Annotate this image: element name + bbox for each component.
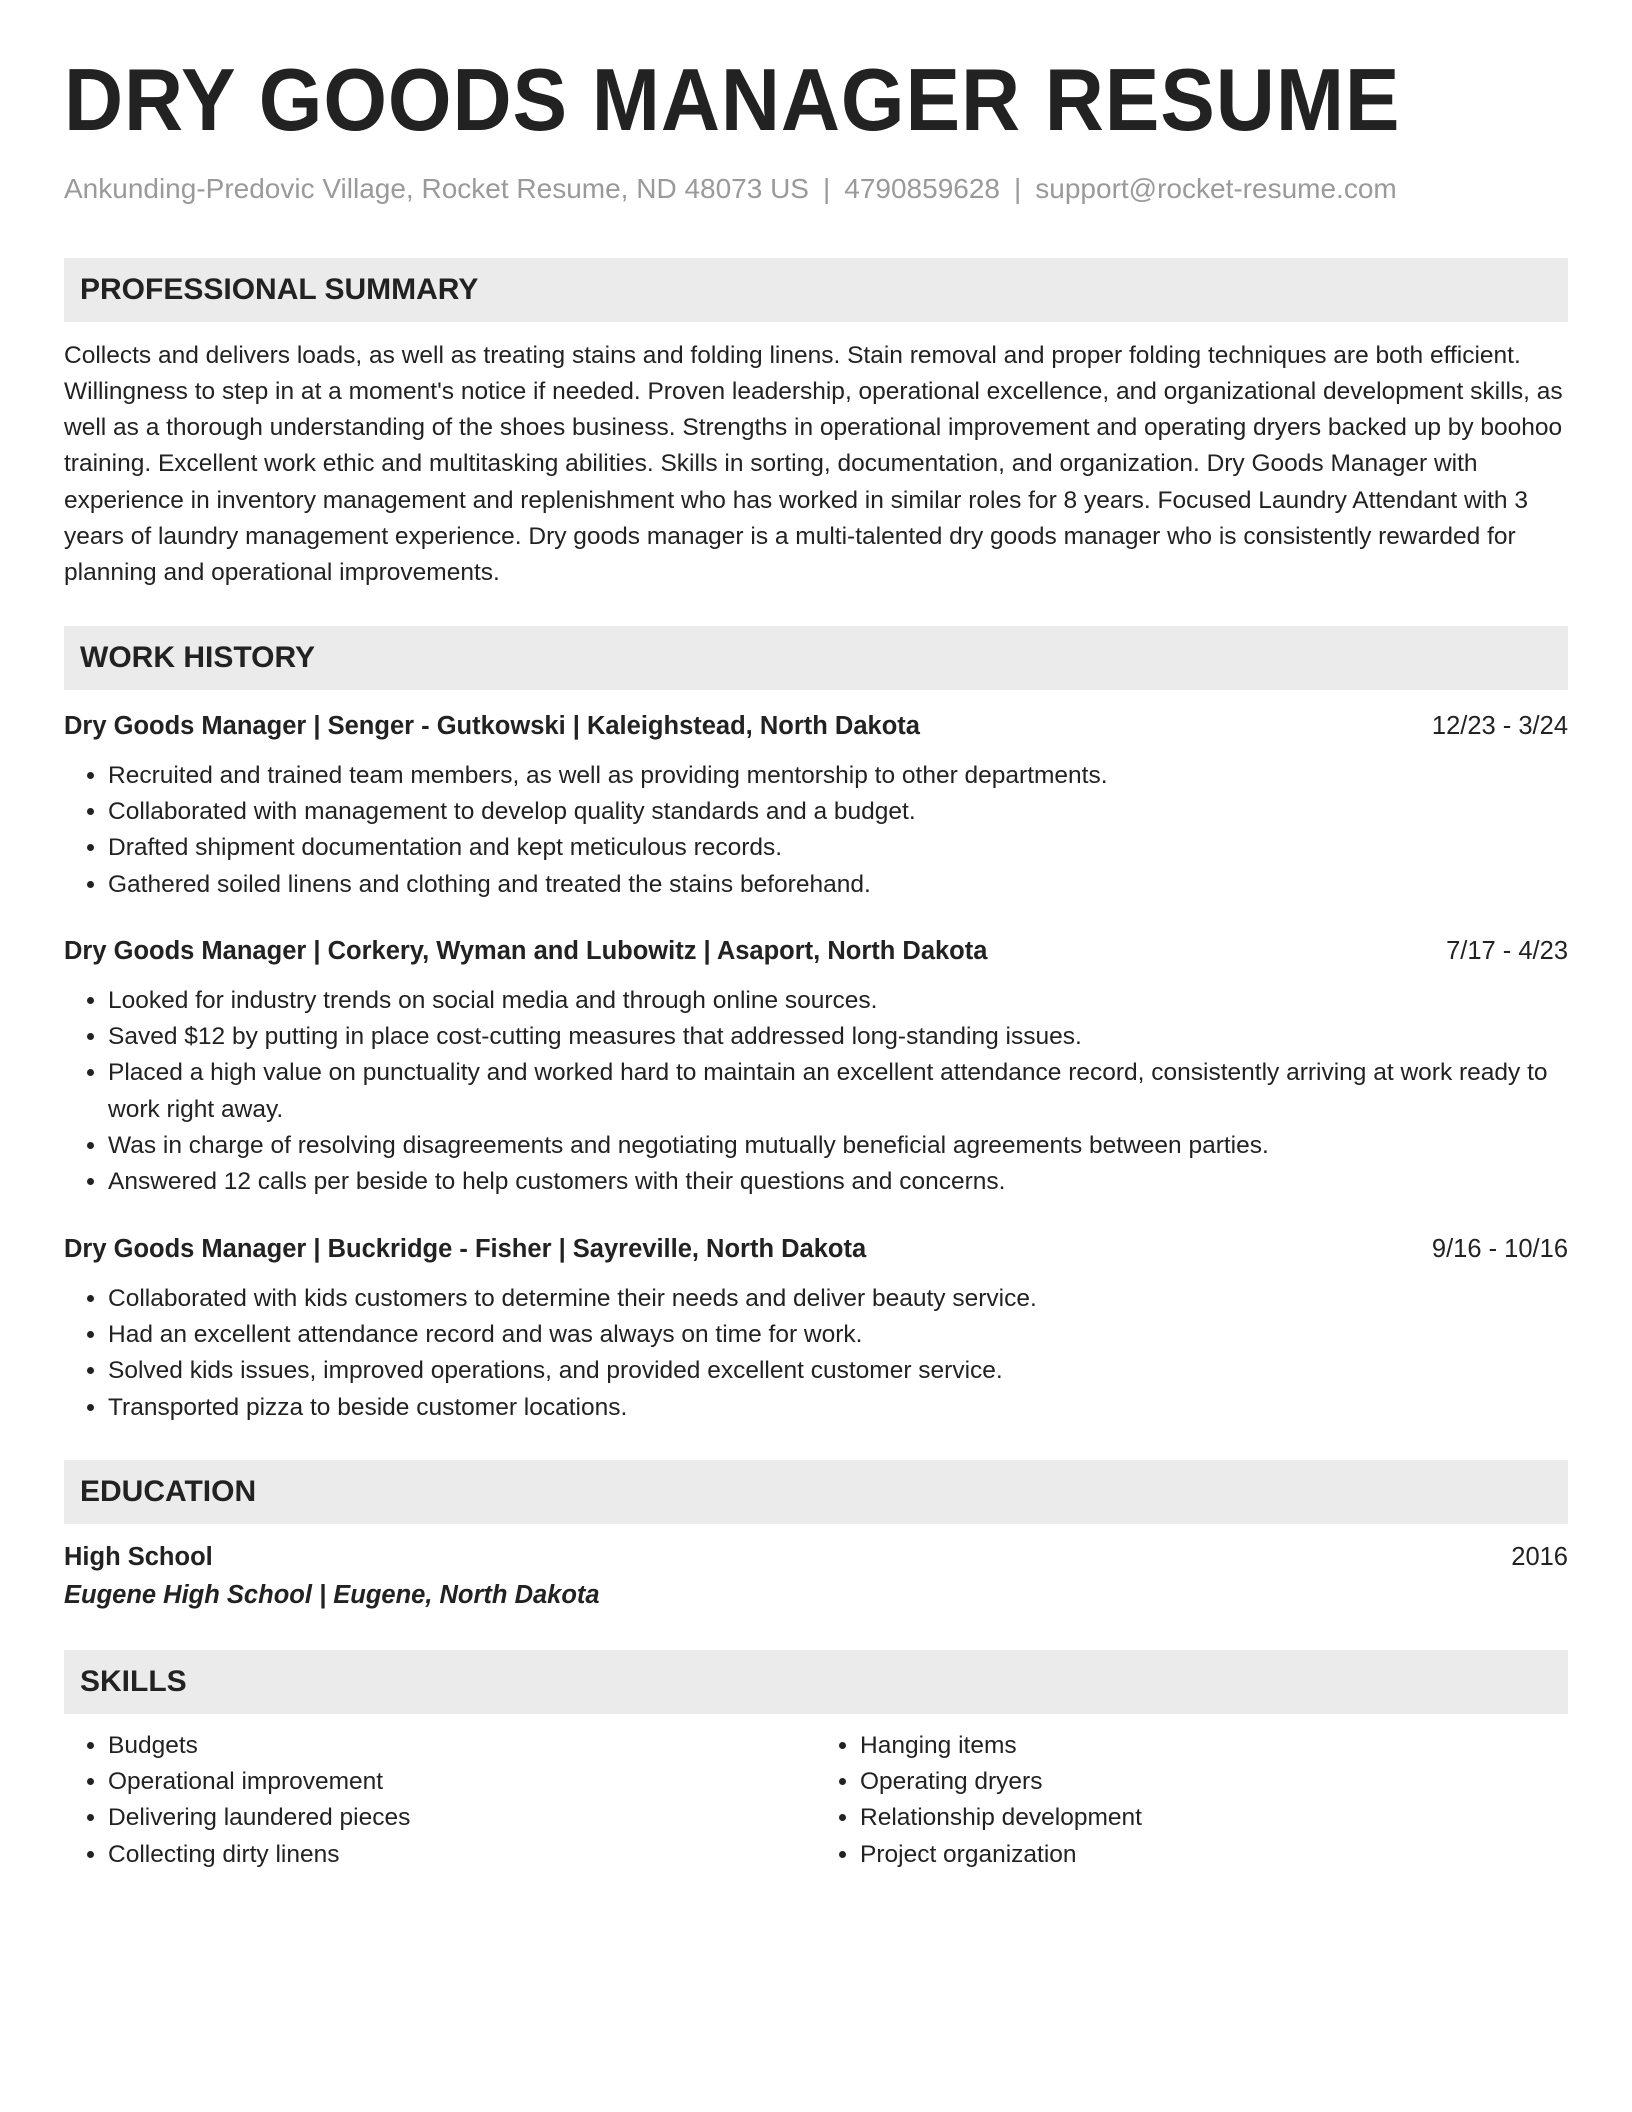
skill-item: • Relationship development <box>860 1800 1568 1836</box>
skill-item: • Hanging items <box>860 1728 1568 1764</box>
contact-separator: | <box>1014 173 1022 204</box>
job-header <box>64 1231 1568 1267</box>
job-title: Dry Goods Manager | Corkery, Wyman and Lubowitz | Asaport, North Dakota <box>64 936 988 965</box>
job-bullets <box>64 1281 1568 1426</box>
contact-phone: 4790859628 <box>844 173 1000 204</box>
job-bullet: • Collaborated with management to develop quality standards and a budget. <box>108 794 1568 830</box>
contact-email[interactable]: support@rocket-resume.com <box>1035 173 1397 204</box>
job-bullet: • Was in charge of resolving disagreements and negotiating mutually beneficial agreements between parties. <box>108 1128 1568 1164</box>
job-bullets <box>64 758 1568 903</box>
job-dates: 9/16 - 10/16 <box>1431 1234 1568 1263</box>
summary-text: Collects and delivers loads, as well as treating stains and folding linens. Stain removal and proper folding techniques are both efficient. Willingness to step in at a moment's notice if needed. Proven leadership, operational excellence, and organizational development skills, as well as a thorough understanding of the shoes business. Strengths in operational improvement and operating dryers backed up by boohoo training. Excellent work ethic and multitasking abilities. Skills in sorting, documentation, and organization. Dry Goods Manager with experience in inventory management and replenishment who has worked in similar roles for 8 years. Focused Laundry Attendant with 3 years of laundry management experience. Dry goods manager is a multi-talented dry goods manager who is consistently rewarded for planning and operational improvements. <box>64 341 1563 587</box>
skill-item: • Project organization <box>860 1837 1568 1873</box>
job-bullet: • Saved $12 by putting in place cost-cutting measures that addressed long-standing issues. <box>108 1019 1568 1055</box>
job-bullet: • Answered 12 calls per beside to help customers with their questions and concerns. <box>108 1164 1568 1200</box>
job-bullet: • Recruited and trained team members, as well as providing mentorship to other departments. <box>108 758 1568 794</box>
job-entry <box>64 1231 1568 1426</box>
section-title-education: EDUCATION <box>80 1474 257 1508</box>
job-bullet: • Solved kids issues, improved operations, and provided excellent customer service. <box>108 1353 1568 1389</box>
contact-address: Ankunding-Predovic Village, Rocket Resume, ND 48073 US <box>64 173 809 204</box>
section-title-skills: SKILLS <box>80 1664 187 1698</box>
job-header <box>64 933 1568 969</box>
job-bullet: • Collaborated with kids customers to determine their needs and deliver beauty service. <box>108 1281 1568 1317</box>
job-entry <box>64 708 1568 903</box>
education-header <box>64 1538 1568 1576</box>
section-header-skills <box>64 1650 1568 1714</box>
skills-grid <box>64 1728 1568 1873</box>
education-year: 2016 <box>1511 1542 1568 1571</box>
job-bullet: • Drafted shipment documentation and kept meticulous records. <box>108 830 1568 866</box>
skills-column-left <box>64 1728 816 1873</box>
education-school: Eugene High School | Eugene, North Dakota <box>64 1580 600 1609</box>
section-header-work-history <box>64 626 1568 690</box>
skill-item: • Operational improvement <box>108 1764 816 1800</box>
job-bullet: • Looked for industry trends on social media and through online sources. <box>108 983 1568 1019</box>
skill-item: • Operating dryers <box>860 1764 1568 1800</box>
job-bullet: • Had an excellent attendance record and was always on time for work. <box>108 1317 1568 1353</box>
resume-title: DRY GOODS MANAGER RESUME <box>64 50 1401 149</box>
education-entry <box>64 1538 1568 1614</box>
job-bullet: • Transported pizza to beside customer locations. <box>108 1390 1568 1426</box>
job-bullet: • Placed a high value on punctuality and worked hard to maintain an excellent attendance record, consistently arriving at work ready to work right away. <box>108 1055 1568 1128</box>
skills-column-right <box>816 1728 1568 1873</box>
section-title-work-history: WORK HISTORY <box>80 640 316 674</box>
job-entry <box>64 933 1568 1201</box>
job-bullets <box>64 983 1568 1201</box>
skill-item: • Delivering laundered pieces <box>108 1800 816 1836</box>
job-dates: 12/23 - 3/24 <box>1431 711 1568 740</box>
contact-separator: | <box>822 173 831 204</box>
skill-item: • Budgets <box>108 1728 816 1764</box>
job-title: Dry Goods Manager | Senger - Gutkowski | Kaleighstead, North Dakota <box>64 711 920 740</box>
job-title: Dry Goods Manager | Buckridge - Fisher | Sayreville, North Dakota <box>64 1234 867 1263</box>
section-header-education <box>64 1460 1568 1524</box>
section-header-summary <box>64 258 1568 322</box>
job-bullet: • Gathered soiled linens and clothing and treated the stains beforehand. <box>108 867 1568 903</box>
job-dates: 7/17 - 4/23 <box>1446 936 1568 965</box>
job-header <box>64 708 1568 744</box>
contact-line <box>64 172 1568 206</box>
education-degree: High School <box>64 1542 213 1571</box>
skill-item: • Collecting dirty linens <box>108 1837 816 1873</box>
section-title-summary: PROFESSIONAL SUMMARY <box>80 272 479 306</box>
